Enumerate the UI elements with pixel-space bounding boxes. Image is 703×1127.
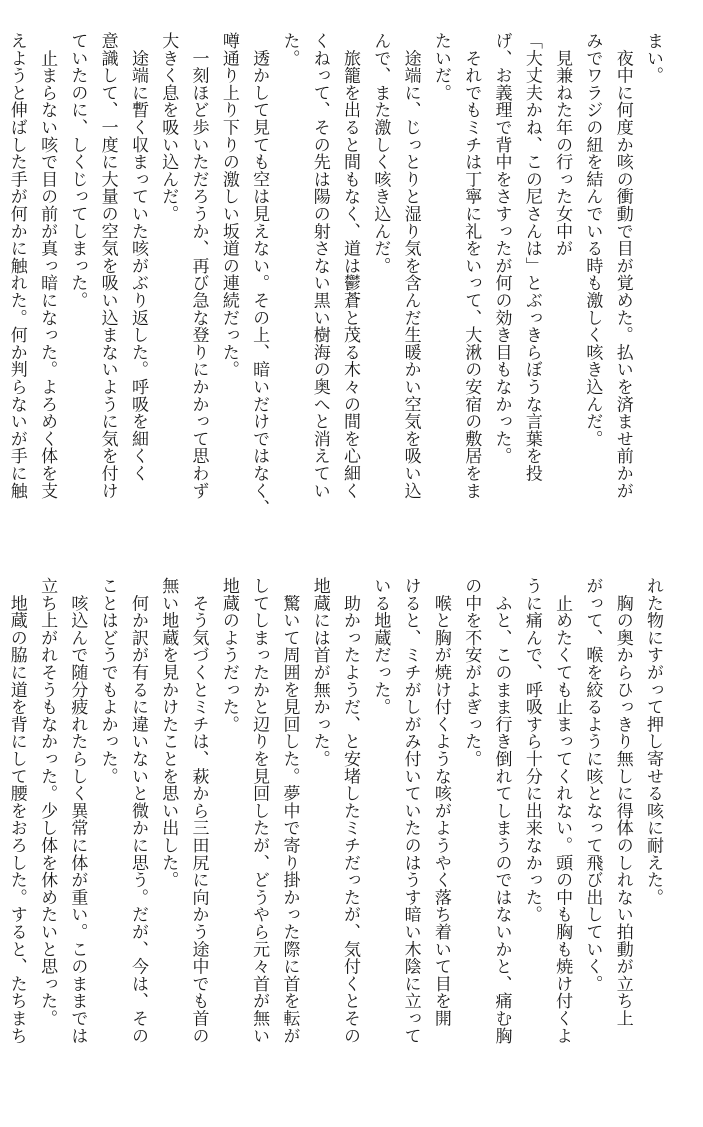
bottom-text-column: 地蔵の脇に道を背にして腰をおろした。すると、たちまち [6,577,27,1045]
text-block-bottom [6,577,668,1097]
bottom-text-column: 驚いて周囲を見回した。夢中で寄り掛かった際に首を転が [279,577,300,1045]
bottom-text-column: 止めたくても止まってくれない。頭の中も胸も焼け付くよ [552,577,573,1045]
bottom-text-column: 無い地蔵を見かけたことを思い出した。 [158,577,179,889]
top-text-column: くねって、その先は陽の射さない黒い樹海の奥へと消えてい [309,32,330,500]
bottom-text-column: けると、ミチがしがみ付いていたのはうす暗い木陰に立って [400,577,421,1045]
top-text-column: 噂通り上り下りの激しい坂道の連続だった。 [218,32,239,378]
bottom-text-column: いる地蔵だった。 [370,577,391,716]
bottom-text-column: そう気づくとミチは、萩から三田尻に向かう途中でも首の [188,577,209,1045]
bottom-text-column: 何か訳が有るに違いないと微かに思う。だが、今は、その [127,577,148,1045]
bottom-text-column: の中を不安がよぎった。 [461,577,482,768]
bottom-text-column: れた物にすがって押し寄せる咳に耐えた。 [643,577,663,906]
top-text-column: んで、また激しく咳き込んだ。 [370,32,391,275]
top-text-column: まい。 [643,32,663,84]
bottom-text-column: ことはどうでもよかった。 [97,577,118,785]
bottom-text-column: うに痛んで、呼吸すら十分に出来なかった。 [521,577,542,923]
bottom-text-column: がって、喉を絞るように咳となって飛び出していく。 [582,577,603,993]
text-block-top [6,32,668,552]
top-text-column: 途端に暫く収まっていた咳がぶり返した。呼吸を細くく [127,32,148,482]
bottom-text-column: 咳込んで随分疲れたらしく異常に体が重い。このままでは [67,577,88,1045]
top-text-column: 透かして見ても空は見えない。その上、暗いだけではなく、 [249,32,270,517]
top-text-column: えようと伸ばした手が何かに触れた。何か判らないが手に触 [6,32,27,500]
top-text-column: それでもミチは丁寧に礼をいって、大湫の安宿の敷居をま [461,32,482,500]
top-text-column: 止まらない咳で目の前が真っ暗になった。よろめく体を支 [37,32,58,500]
top-text-column: 一刻ほど歩いただろうか、再び急な登りにかかって思わず [188,32,209,500]
top-text-column: げ、お義理で背中をさすったが何の効き目もなかった。 [491,32,512,465]
top-text-column: 見兼ねた年の行った女中が [552,32,573,257]
bottom-text-column: ふと、このまま行き倒れてしまうのではないかと、痛む胸 [491,577,512,1045]
bottom-text-column: してしまったかと辺りを見回したが、どうやら元々首が無い [249,577,270,1045]
top-text-column: た。 [279,32,300,67]
bottom-text-column: 助かったようだ、と安堵したミチだったが、気付くとその [340,577,361,1045]
top-text-column: 夜中に何度か咳の衝動で目が覚めた。払いを済ませ前かが [612,32,633,500]
bottom-text-column: 胸の奥からひっきり無しに得体のしれない拍動が立ち上 [612,577,633,1027]
bottom-text-column: 喉と胸が焼け付くような咳がようやく落ち着いて目を開 [430,577,451,1027]
top-text-column: 意識して、一度に大量の空気を吸い込まないように気を付け [97,32,118,500]
top-text-column: 旅籠を出ると間もなく、道は鬱蒼と茂る木々の間を心細く [340,32,361,500]
top-text-column: 「大丈夫かね、この尼さんは」とぶっきらぼうな言葉を投 [521,32,542,482]
top-text-column: みでワラジの紐を結んでいる時も激しく咳き込んだ。 [582,32,603,448]
top-text-column: ていたのに、しくじってしまった。 [67,32,88,309]
bottom-text-column: 地蔵には首が無かった。 [309,577,330,768]
top-text-column: 大きく息を吸い込んだ。 [158,32,179,223]
top-text-column: たいだ。 [430,32,451,102]
bottom-text-column: 地蔵のようだった。 [218,577,239,733]
bottom-text-column: 立ち上がれそうもなかった。少し体を休めたいと思った。 [37,577,58,1027]
top-text-column: 途端に、じっとりと湿り気を含んだ生暖かい空気を吸い込 [400,32,421,500]
